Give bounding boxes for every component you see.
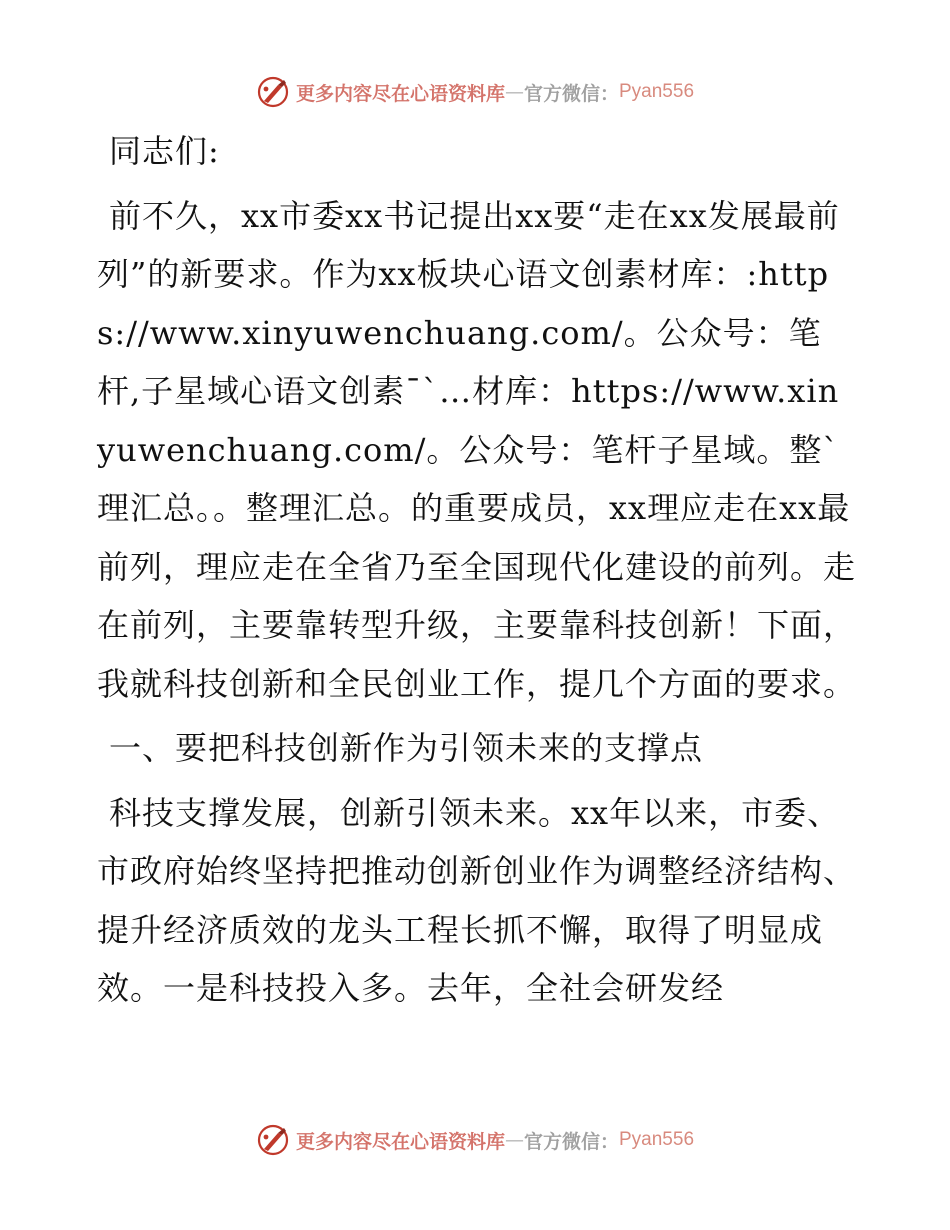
- pen-logo-icon: [256, 75, 290, 109]
- banner-dash: —: [504, 1129, 524, 1151]
- banner-brand-text: 更多内容尽在心语资料库: [295, 82, 505, 105]
- banner-wechat-handle: Pyan556: [619, 1129, 695, 1150]
- footer-watermark-banner: [0, 1120, 950, 1160]
- banner-wechat-handle: Pyan556: [619, 81, 695, 102]
- section-heading: 一、要把科技创新作为引领未来的支撑点: [109, 729, 704, 767]
- document-body: [97, 122, 857, 1024]
- salutation: 同志们:: [109, 132, 220, 170]
- banner-dash: —: [504, 81, 524, 103]
- header-watermark-banner: [0, 72, 950, 112]
- paragraph: 科技支撑发展，创新引领未来。xx年以来，市委、市政府始终坚持把推动创新创业作为调整经济结构、提升经济质效的龙头工程长抓不懈，取得了明显成效。一是科技投入多。去年，全社会研发经: [97, 793, 857, 1007]
- banner-official-label: 官方微信：: [523, 82, 619, 105]
- banner-official-label: 官方微信：: [523, 1130, 619, 1153]
- paragraph: 前不久，xx市委xx书记提出xx要“走在xx发展最前列”的新要求。作为xx板块心语文创素材库：:https://www.xinyuwenchuang.com/。公众号：笔杆,子星域心语文创素¯ˋ…材库：https://www.xinyuwenchuang.com/。公众号：笔杆子星域。整ˋ理汇总。。整理汇总。的重要成员，xx理应走在xx最前列，理应走在全省乃至全国现代化建设的前列。走在前列，主要靠转型升级，主要靠科技创新！下面，我就科技创新和全民创业工作，提几个方面的要求。: [97, 196, 857, 703]
- pen-logo-icon: [256, 1123, 290, 1157]
- banner-brand-text: 更多内容尽在心语资料库: [295, 1130, 505, 1153]
